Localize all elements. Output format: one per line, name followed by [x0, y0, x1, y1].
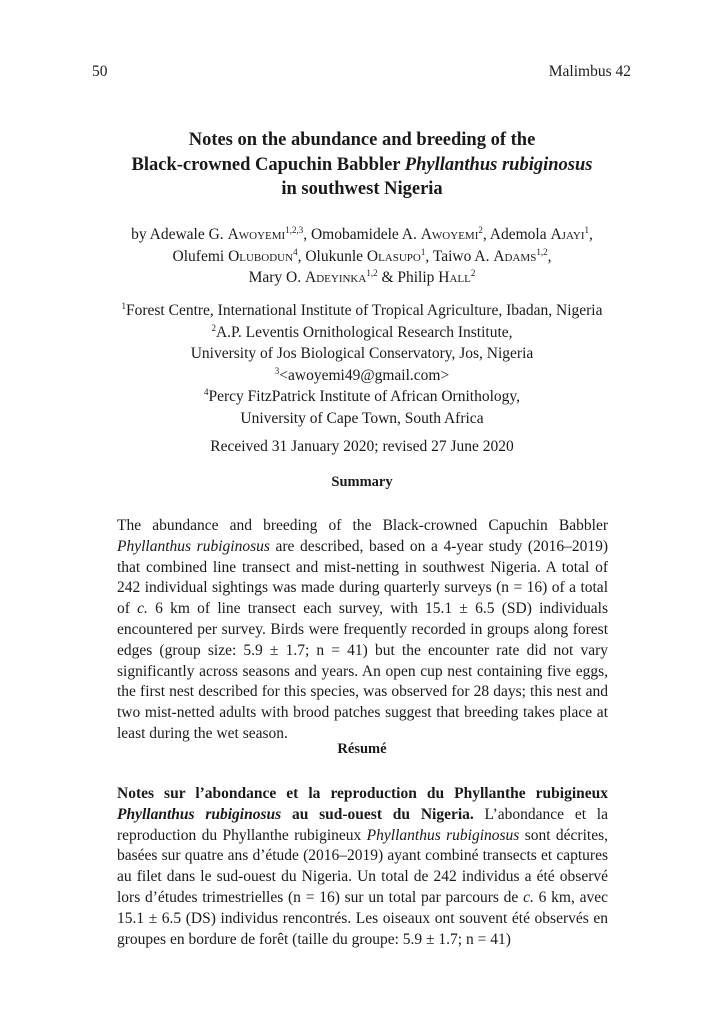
author: Mary O. Adeyinka$^{1,2}$	[248, 268, 378, 286]
summary-paragraph: The abundance and breeding of the Black-crowned Capuchin Babbler Phyllanthus rubiginosus are described, based on a 4-year study (2016–2019) that combined line transect and mist-netting in southwest Nigeria. A total of 242 individual sightings was made during quarterly surveys (n = 16) of a total of c. 6 km of line transect each survey, with 15.1 ± 6.5 (SD) individuals encountered per survey. Birds were frequently recorded in groups along forest edges (group size: 5.9 ± 1.7; n = 41) but the encounter rate did not vary significantly across seasons and years. An open cup nest containing five eggs, the first nest described for this species, was observed for 28 days; this nest and two mist-netted adults with brood patches suggest that breeding takes place at least during the wet season.	[117, 517, 608, 742]
article-title	[80, 128, 644, 202]
resume-heading: Résumé	[337, 741, 387, 757]
author: Omobamidele A. Awoyemi$^2$	[310, 225, 483, 243]
resume-title: Notes sur l’abondance et la reproduction du Phyllanthe rubigineux Phyllanthus rubiginosus au sud-ouest du Nigeria.	[117, 785, 608, 823]
title-species: Phyllanthus rubiginosus	[404, 154, 593, 175]
by-word: by	[131, 226, 147, 243]
affiliation-2: $^2$A.P. Leventis Ornithological Research Institute,	[211, 322, 513, 341]
title-line-3: in southwest Nigeria	[281, 179, 443, 199]
author-line-2: Olufemi Olubodun$^4$, Olukunle Olasupo$^1$, Taiwo A. Adams$^{1,2}$,	[172, 246, 552, 265]
title-line-1: Notes on the abundance and breeding of the	[188, 130, 536, 150]
affiliation-1: $^1$Forest Centre, International Institute of Tropical Agriculture, Ibadan, Nigeria	[121, 301, 603, 319]
contact-email: $^3$<awoyemi49@gmail.com>	[274, 365, 450, 384]
author: Olufemi Olubodun$^4$	[172, 246, 298, 265]
author-list	[95, 224, 629, 289]
author: Olukunle Olasupo$^1$	[305, 246, 426, 265]
author: Adewale G. Awoyemi$^{1,2,3}$	[149, 225, 304, 243]
resume-paragraph: Notes sur l’abondance et la reproduction du Phyllanthe rubigineux Phyllanthus rubiginosus au sud-ouest du Nigeria. L’abondance et la reproduction du Phyllanthe rubigineux Phyllanthus rubiginosus sont décrites, basées sur quatre ans d’étude (2016–2019) ayant combiné transects et captures au filet dans le sud-ouest du Nigeria. Un total de 242 individus a été observé lors d’études trimestrielles (n = 16) sur un total par parcours de c. 6 km, avec 15.1 ± 6.5 (DS) individus rencontrés. Les oiseaux ont souvent été observés en groupes en bordure de forêt (taille du groupe: 5.9 ± 1.7; n = 41)	[117, 785, 608, 948]
affiliation-4: $^4$Percy FitzPatrick Institute of African Ornithology,	[203, 387, 520, 405]
summary-heading: Summary	[331, 474, 393, 490]
page-number: 50	[92, 63, 108, 80]
journal-name: Malimbus 42	[548, 63, 631, 80]
title-line-2	[80, 153, 644, 178]
author: Philip Hall$^2$	[397, 268, 476, 286]
author-line-3: Mary O. Adeyinka$^{1,2}$ & Philip Hall$^2$	[248, 268, 476, 286]
title-common-name: Black-crowned Capuchin Babbler	[131, 154, 405, 175]
author: Ademola Ajayi$^1$	[489, 225, 589, 243]
affiliation-2-cont: University of Jos Biological Conservatory, Jos, Nigeria	[190, 345, 534, 362]
author: Taiwo A. Adams$^{1,2}$	[432, 246, 548, 265]
received-dates: Received 31 January 2020; revised 27 June 2020	[210, 438, 514, 455]
affiliations	[95, 300, 629, 429]
author-line-1: by Adewale G. Awoyemi$^{1,2,3}$, Omobamidele A. Awoyemi$^2$, Ademola Ajayi$^1$,	[131, 225, 593, 243]
affiliation-4-cont: University of Cape Town, South Africa	[240, 409, 484, 427]
